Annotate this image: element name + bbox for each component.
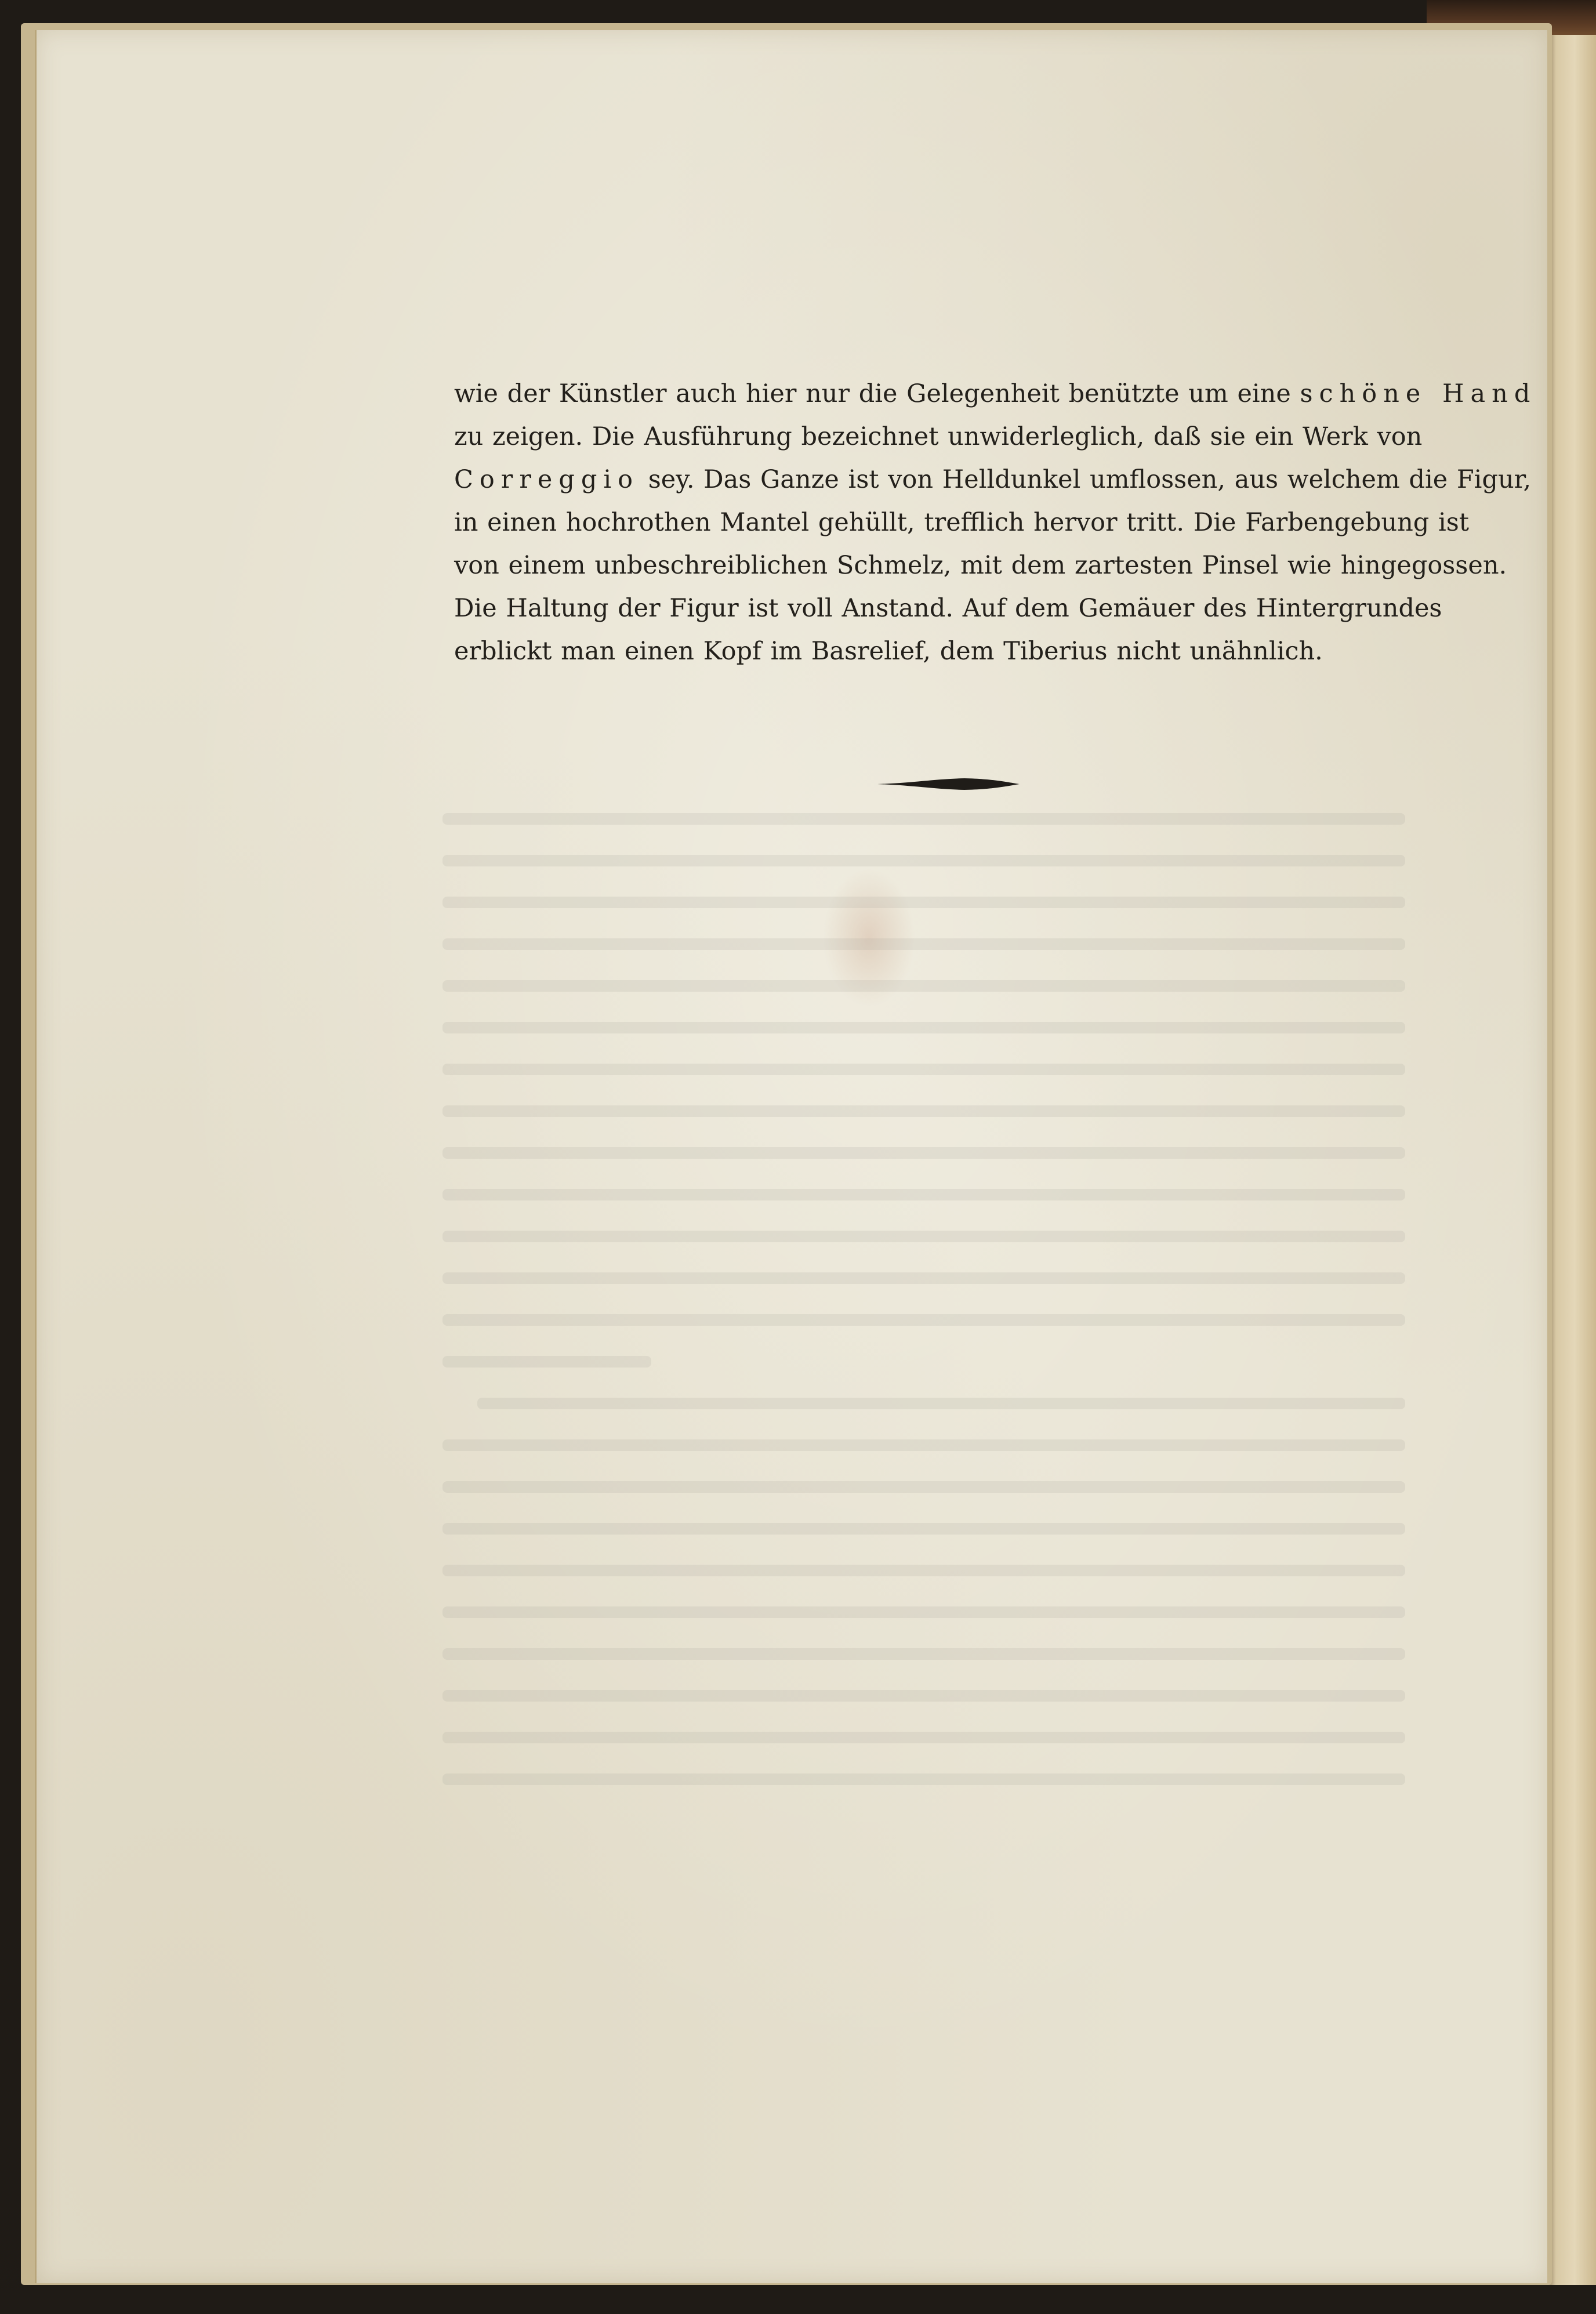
text-line-6: Die Haltung der Figur ist voll Anstand. Auf dem Gemäuer des Hintergrundes xyxy=(454,594,1442,623)
text-line-7: erblickt man einen Kopf im Basrelief, dem Tiberius nicht unähnlich. xyxy=(454,637,1323,666)
main-text xyxy=(454,372,1537,673)
foxing-stain xyxy=(822,868,915,1007)
emphasis-correggio: Correggio xyxy=(454,465,640,494)
text-line-4: in einen hochrothen Mantel gehüllt, trefflich hervor tritt. Die Farbengebung ist xyxy=(454,508,1470,537)
emphasis-schoene-hand: schöne Hand xyxy=(1300,379,1537,408)
text-line-3: Correggio sey. Das Ganze ist von Helldunkel umflossen, aus welchem die Figur, xyxy=(454,465,1532,494)
text-line-1: wie der Künstler auch hier nur die Gelegenheit benützte um eine schöne Hand xyxy=(454,379,1537,408)
text-line-5: von einem unbeschreiblichen Schmelz, mit dem zartesten Pinsel wie hingegossen. xyxy=(454,551,1507,580)
text-line-2: zu zeigen. Die Ausführung bezeichnet unwiderleglich, daß sie ein Werk von xyxy=(454,422,1423,451)
show-through-text xyxy=(442,813,1417,1915)
book-page xyxy=(35,30,1547,2283)
section-divider-ornament xyxy=(877,777,1020,791)
